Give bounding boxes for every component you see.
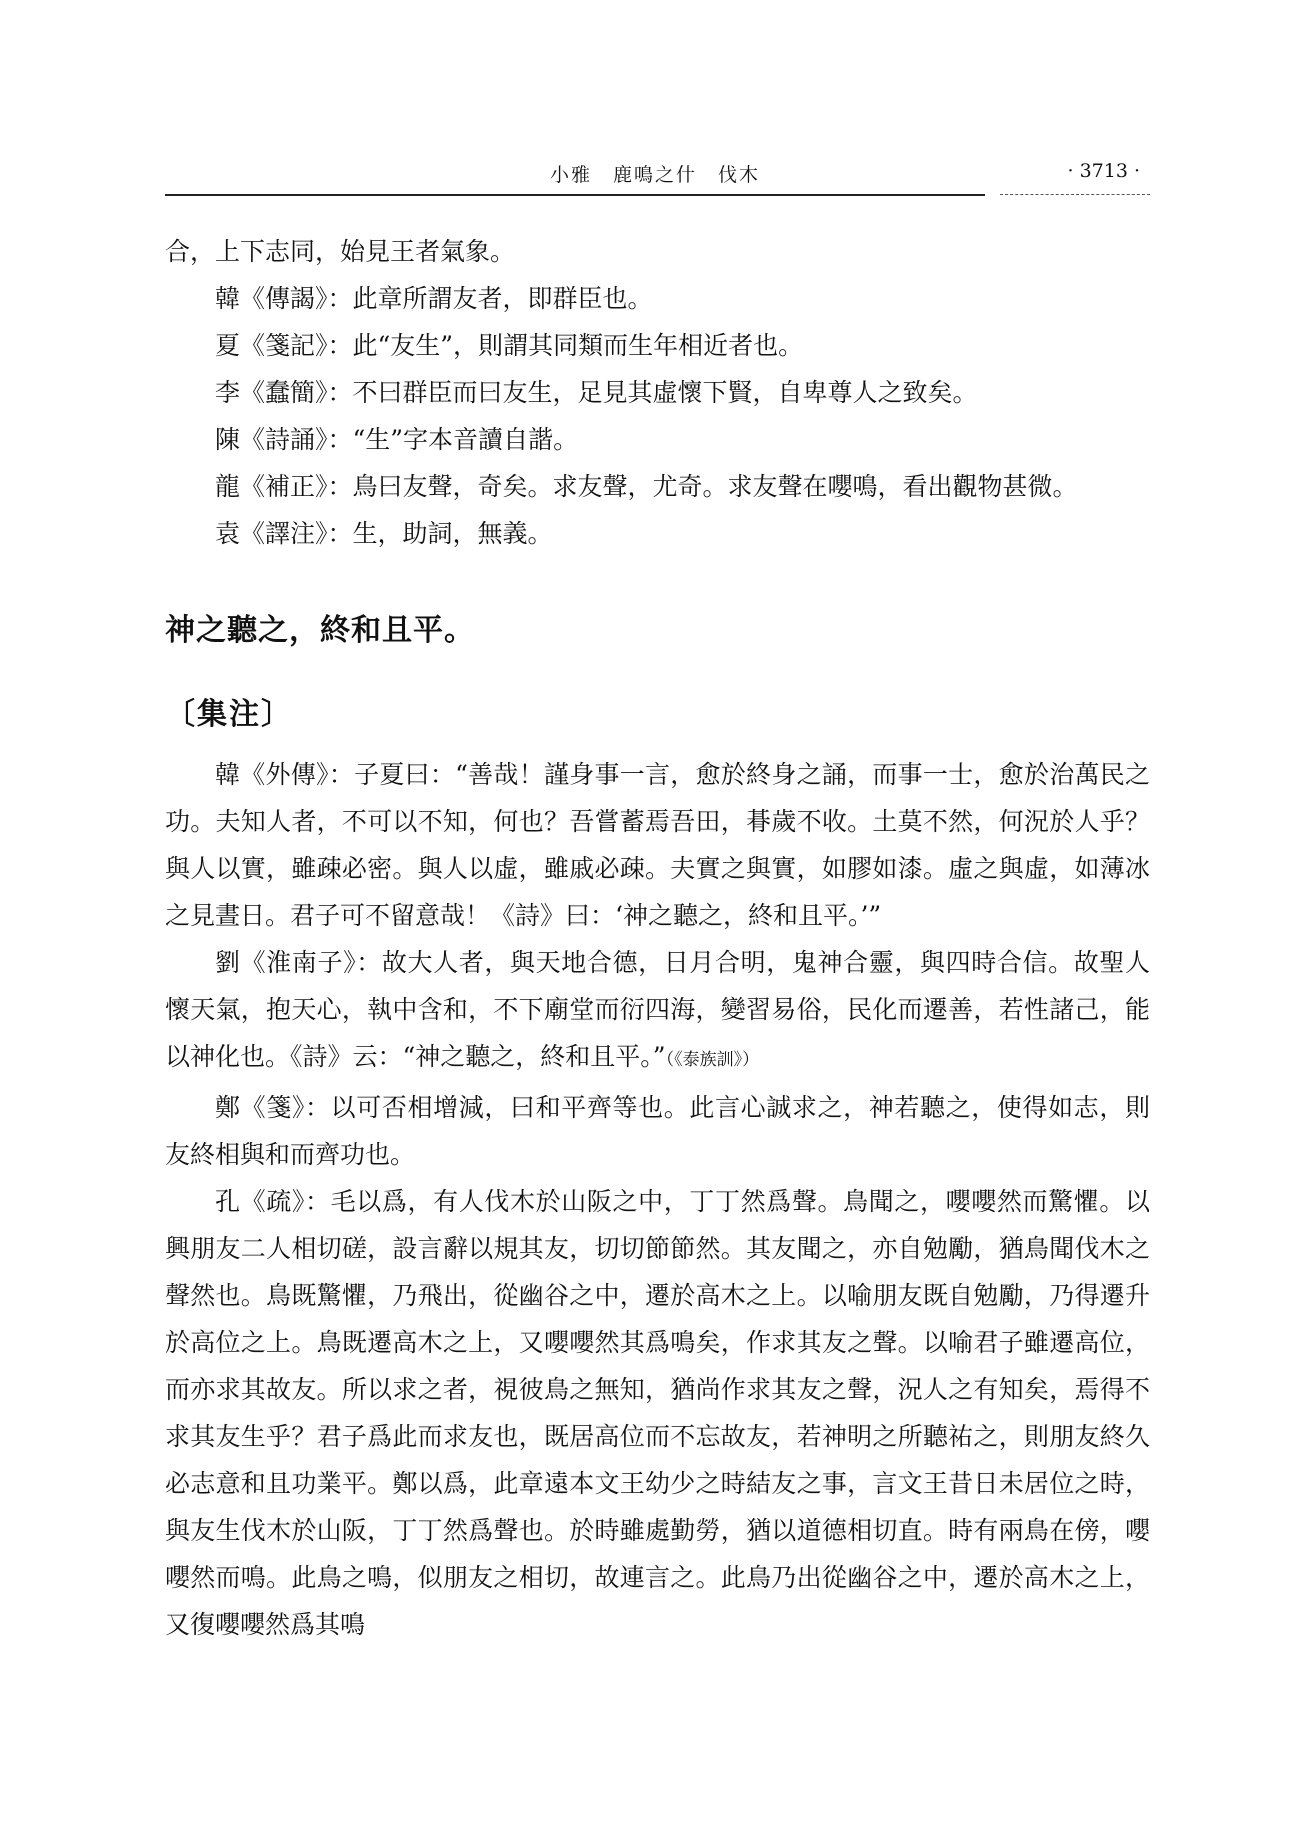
page-body bbox=[165, 228, 1150, 1648]
verse-line: 神之聽之，終和且平。 bbox=[165, 613, 475, 648]
running-header bbox=[165, 150, 1150, 196]
running-title: 小雅 鹿鳴之什 伐木 bbox=[550, 164, 761, 186]
paragraph: 合，上下志同，始見王者氣象。 bbox=[165, 237, 516, 266]
paragraph: 孔《疏》：毛以爲，有人伐木於山阪之中，丁丁然爲聲。鳥聞之，嚶嚶然而驚懼。以興朋友二人相切磋，設言辭以規其友，切切節節然。其友聞之，亦自勉勵，猶鳥聞伐木之聲然也。鳥既驚懼，乃飛出，從幽谷之中，遷於高木之上。以喻朋友既自勉勵，乃得遷升於高位之上。鳥既遷高木之上，又嚶嚶然其爲鳴矣，作求其友之聲。以喻君子雖遷高位，而亦求其故友。所以求之者，視彼鳥之無知，猶尚作求其友之聲，況人之有知矣，焉得不求其友生乎？君子爲此而求友也，既居高位而不忘故友，若神明之所聽祐之，則朋友終久必志意和且功業平。鄭以爲，此章遠本文王幼少之時結友之事，言文王昔日未居位之時，與友生伐木於山阪，丁丁然爲聲也。於時雖處勤勞，猶以道德相切直。時有兩鳥在傍，嚶嚶然而鳴。此鳥之鳴，似朋友之相切，故連言之。此鳥乃出從幽谷之中，遷於高木之上，又復嚶嚶然爲其鳴 bbox=[165, 1187, 1150, 1639]
paragraph: 陳《詩誦》：“生”字本音讀自諧。 bbox=[215, 425, 579, 454]
paragraph-text: 劉《淮南子》：故大人者，與天地合德，日月合明，鬼神合靈，與四時合信。故聖人懷天氣，抱天心，執中含和，不下廟堂而衍四海，變習易俗，民化而遷善，若性諸己，能以神化也。《詩》云：“神之聽之，終和且平。” bbox=[165, 948, 1150, 1071]
source-note: （《泰族訓》） bbox=[665, 1050, 760, 1070]
paragraph: 韓《外傳》：子夏曰：“善哉！謹身事一言，愈於終身之誦，而事一士，愈於治萬民之功。夫知人者，不可以不知，何也？吾嘗蓄焉吾田，朞歲不收。土莫不然，何況於人乎？與人以實，雖疎必密。與人以虛，雖戚必疎。夫實之與實，如膠如漆。虛之與虛，如薄冰之見晝日。君子可不留意哉！《詩》曰：‘神之聽之，終和且平。’” bbox=[165, 760, 1150, 930]
header-rule bbox=[165, 194, 985, 196]
paragraph: 龍《補正》：鳥曰友聲，奇矣。求友聲，尤奇。求友聲在嚶鳴，看出觀物甚微。 bbox=[215, 472, 1078, 501]
section-heading: 〔集注〕 bbox=[165, 697, 293, 732]
paragraph bbox=[165, 939, 1150, 1084]
paragraph: 韓《傳謁》：此章所謂友者，即群臣也。 bbox=[215, 284, 653, 313]
header-rule-dashed bbox=[1000, 194, 1150, 195]
paragraph: 李《蠢簡》：不曰群臣而曰友生，足見其虛懷下賢，自卑尊人之致矣。 bbox=[215, 378, 978, 407]
paragraph: 夏《箋記》：此“友生”，則謂其同類而生年相近者也。 bbox=[215, 331, 804, 360]
paragraph: 袁《譯注》：生，助詞，無義。 bbox=[215, 519, 553, 548]
paragraph: 鄭《箋》：以可否相增減，曰和平齊等也。此言心誠求之，神若聽之，使得如志，則友終相與和而齊功也。 bbox=[165, 1093, 1150, 1169]
page-number: · 3713 · bbox=[1067, 160, 1140, 182]
